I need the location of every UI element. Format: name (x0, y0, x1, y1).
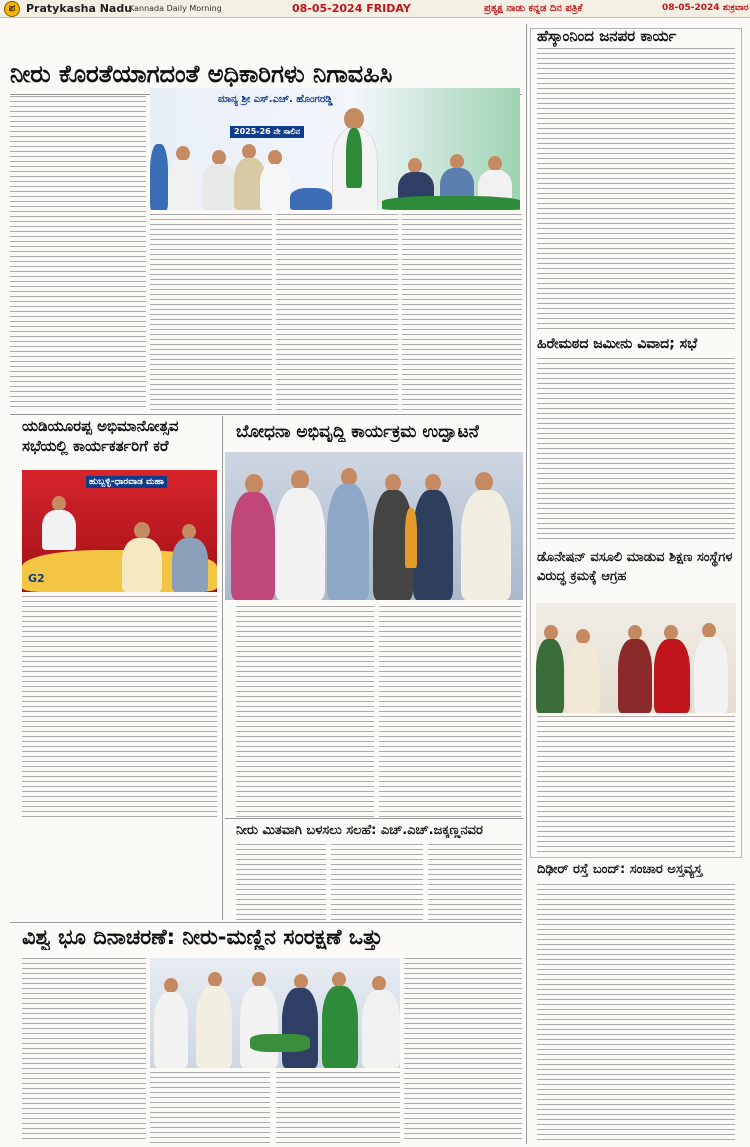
teaching-headline: ಬೋಧನಾ ಅಭಿವೃದ್ಧಿ ಕಾರ್ಯಕ್ರಮ ಉದ್ಘಾಟನೆ (236, 422, 479, 442)
road-block-headline: ದಿಢೀರ್ ರಸ್ತೆ ಬಂದ್: ಸಂಚಾರ ಅಸ್ತವ್ಯಸ್ತ (537, 862, 703, 877)
issue-date-kannada: 08-05-2024 ಶುಕ್ರವಾರ (662, 3, 749, 13)
hubli-banner-text: ಹುಬ್ಬಳ್ಳಿ-ಧಾರವಾಡ ಮಹಾ (86, 476, 167, 488)
earth-day-photo (150, 958, 400, 1068)
newspaper-name-kannada: ಪ್ರತ್ಯಕ್ಷ ನಾಡು ಕನ್ನಡ ದಿನ ಪತ್ರಿಕೆ (484, 3, 583, 14)
yeddyurappa-headline: ಯಡಿಯೂರಪ್ಪ ಅಭಿಮಾನೋತ್ಸವ ಸಭೆಯಲ್ಲಿ ಕಾರ್ಯಕರ್ತರಿಗೆ ಕರೆ (22, 417, 179, 455)
lead-banner-text: ಮಾನ್ಯ ಶ್ರೀ ಎಸ್.ಎಚ್. ಹೊಂಗರಡ್ಡಿ (218, 94, 333, 105)
hescom-headline: ಹೆಸ್ಕಾಂನಿಂದ ಜನಪರ ಕಾರ್ಯ (537, 27, 677, 45)
lead-banner-year: 2025-26 ನೇ ಸಾಲಿನ (230, 126, 304, 138)
issue-date: 08-05-2024 FRIDAY (292, 2, 411, 15)
donation-photo (536, 603, 736, 713)
newspaper-subtitle: Kannada Daily Morning (129, 4, 222, 13)
teaching-photo (225, 452, 523, 600)
newspaper-name: Pratykasha Nadu (26, 2, 133, 15)
lead-photo (150, 88, 520, 210)
earth-day-headline: ವಿಶ್ವ ಭೂ ದಿನಾಚರಣೆ: ನೀರು-ಮಣ್ಣಿನ ಸಂರಕ್ಷಣೆ ಒತ್ತು (22, 925, 383, 949)
water-use-headline: ನೀರು ಮಿತವಾಗಿ ಬಳಸಲು ಸಲಹೆ: ಎಚ್.ಎಚ್.ಜಕ್ಕಣ್ಣನವರ (236, 823, 483, 838)
hiremath-headline: ಹಿರೇಮಠದ ಜಮೀನು ವಿವಾದ; ಸಭೆ (537, 336, 698, 352)
lead-headline: ನೀರು ಕೊರತೆಯಾಗದಂತೆ ಅಧಿಕಾರಿಗಳು ನಿಗಾವಹಿಸಿ (10, 60, 393, 88)
donation-headline: ಡೊನೇಷನ್ ವಸೂಲಿ ಮಾಡುವ ಶಿಕ್ಷಣ ಸಂಸ್ಥೆಗಳ ವಿರುದ್ಧ ಕ್ರಮಕ್ಕೆ ಆಗ್ರಹ (537, 550, 733, 584)
newspaper-logo-icon: ಪ (4, 1, 20, 17)
hubli-photo: ಹುಬ್ಬಳ್ಳಿ-ಧಾರವಾಡ ಮಹಾ G2 (22, 470, 217, 592)
